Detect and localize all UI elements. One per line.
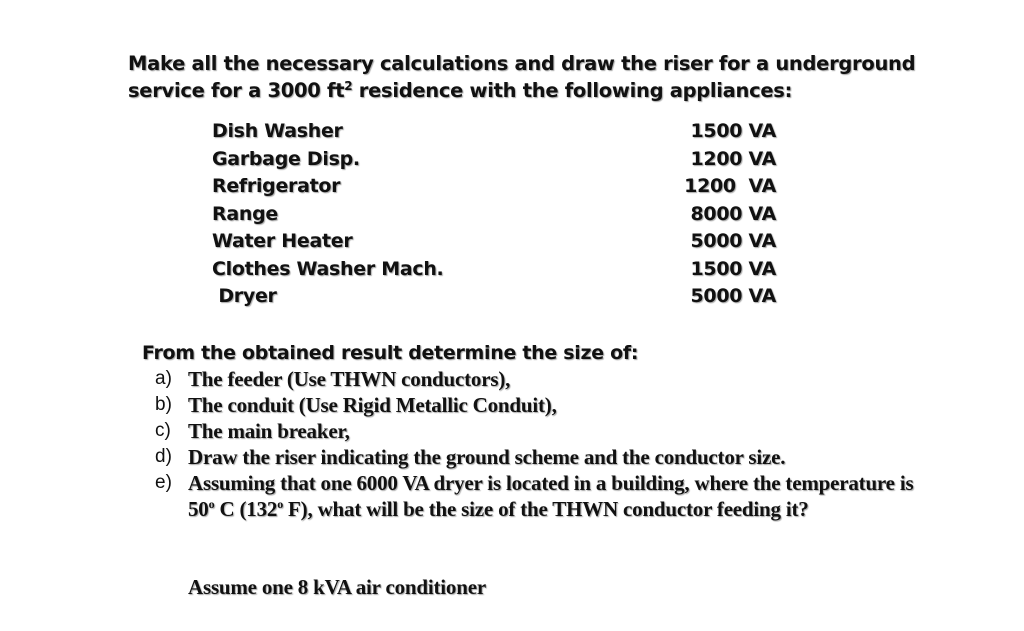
question-item [155,444,915,470]
intro-superscript: 2 [344,79,353,93]
appliance-row [212,146,792,174]
question-marker: e) [155,472,172,493]
questions-heading: From the obtained result determine the size of: [142,342,639,364]
appliance-name: Dish Washer [212,120,343,142]
assumption-note: Assume one 8 kVA air conditioner [188,575,486,599]
question-marker: b) [155,394,172,415]
question-text: Draw the riser indicating the ground scheme and the conductor size. [188,445,786,469]
appliance-value: 1200 VA [684,175,776,197]
appliance-name: Clothes Washer Mach. [212,257,444,280]
appliance-row [212,283,792,311]
appliance-row [212,256,792,284]
appliance-name: Water Heater [212,230,353,252]
appliance-name: Refrigerator [212,175,341,197]
question-marker: d) [155,446,172,467]
question-text: The feeder (Use THWN conductors), [188,367,511,391]
appliance-value: 1200 VA [690,147,776,170]
appliance-name: Dryer [212,285,277,307]
problem-intro [128,50,928,104]
appliance-value: 1500 VA [690,120,776,142]
question-text [188,470,915,522]
question-item [155,366,915,392]
appliance-name: Garbage Disp. [212,147,360,170]
degree-superscript: o [277,497,283,511]
question-marker: c) [155,420,171,441]
appliance-value: 5000 VA [690,230,776,252]
question-text-part: F), what will be the size of the THWN conductor feeding it? [283,497,809,521]
intro-line-2 [128,77,928,104]
question-list [155,366,915,522]
question-text: The conduit (Use Rigid Metallic Conduit), [188,393,557,417]
question-item [155,470,915,522]
intro-line-2-tail: residence with the following appliances: [352,79,793,102]
question-item [155,418,915,444]
intro-line-2-text: service for a 3000 ft [128,79,345,102]
appliance-row [212,228,792,256]
question-text-part: Assuming that one 6000 VA dryer is located in a building, where the temperature is 50 [188,471,914,521]
intro-line-1: Make all the necessary calculations and draw the riser for a underground [128,52,916,75]
appliance-row [212,201,792,229]
appliance-value: 5000 VA [690,285,776,307]
appliance-name: Range [212,202,278,225]
appliance-list [212,118,792,311]
appliance-value: 1500 VA [690,257,776,280]
question-marker: a) [155,368,172,389]
question-item [155,392,915,418]
appliance-row [212,118,792,146]
appliance-row [212,173,792,201]
question-text-part: C (132 [214,497,278,521]
degree-superscript: o [208,497,215,511]
question-text: The main breaker, [188,419,350,443]
appliance-value: 8000 VA [690,202,776,225]
